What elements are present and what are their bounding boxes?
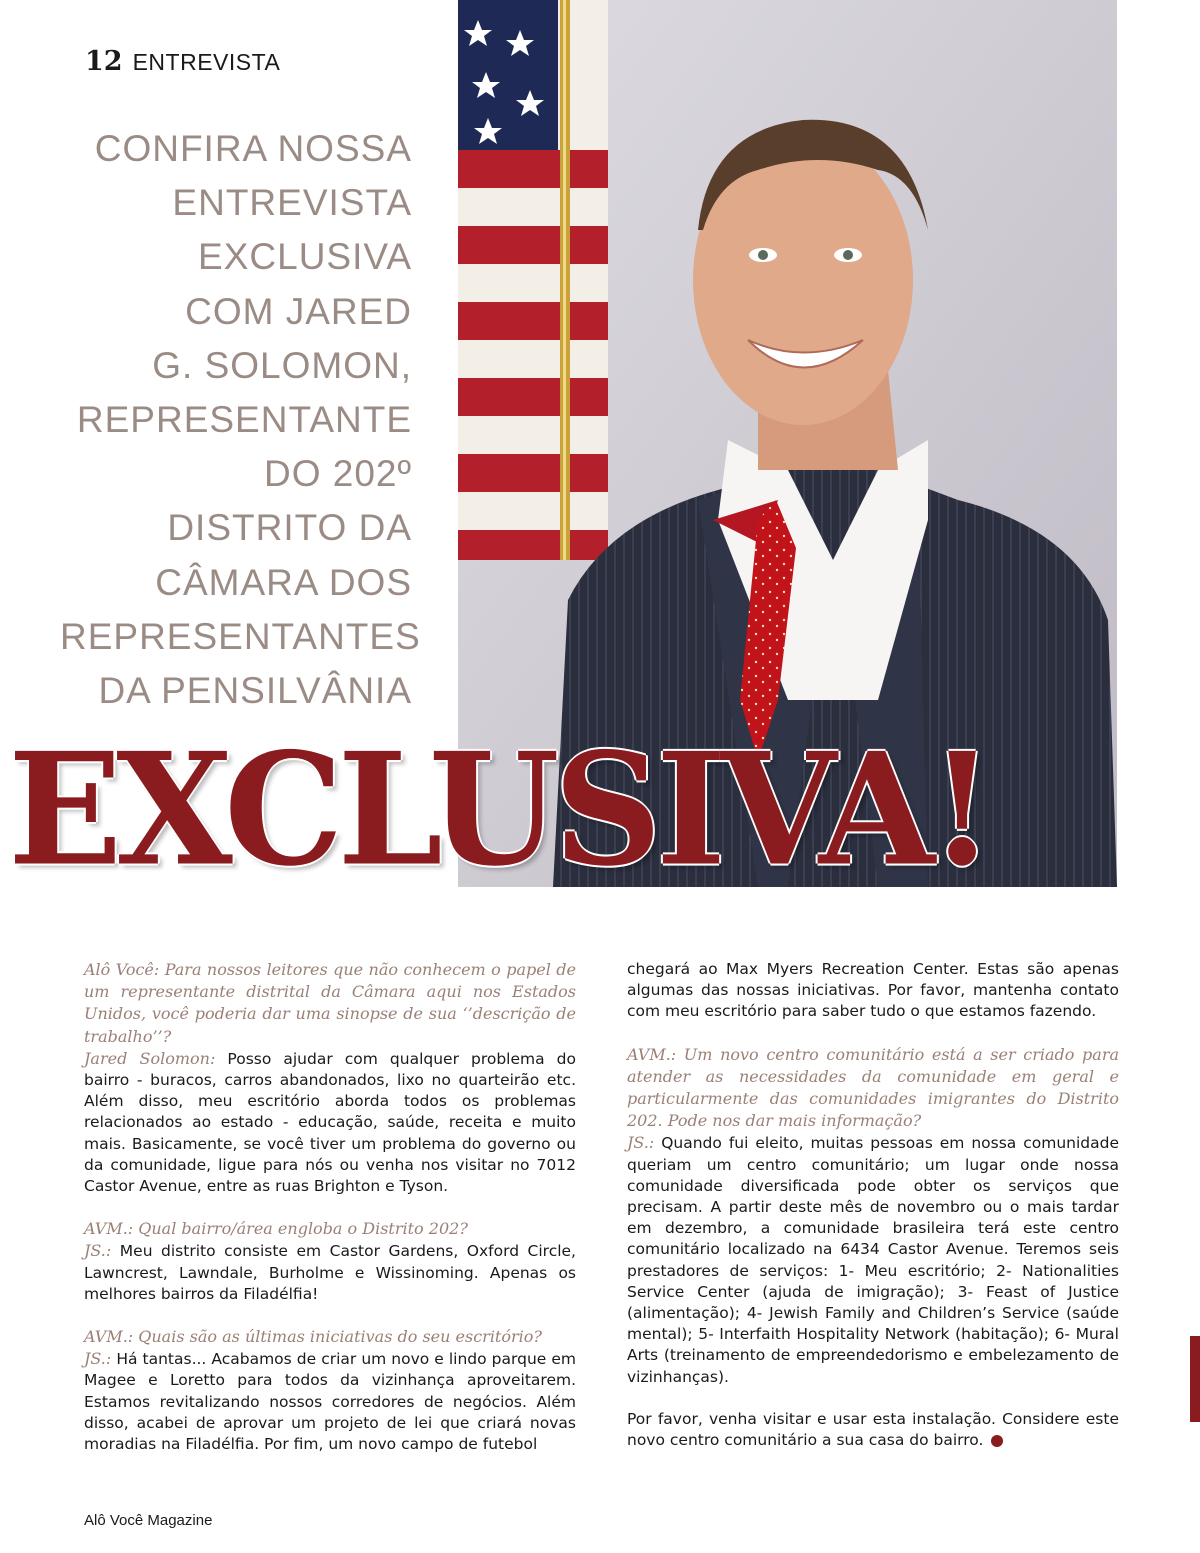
- flag-graphic: [458, 0, 608, 560]
- intro-line: COM JARED: [185, 290, 412, 332]
- intro-line: CÂMARA DOS: [155, 561, 412, 603]
- closing-paragraph: [627, 1409, 1119, 1451]
- speaker-label: JS.:: [84, 1241, 112, 1261]
- article-column-left: [84, 959, 576, 1476]
- speaker-label: JS.:: [627, 1133, 655, 1153]
- interview-question: AVM.: Qual bairro/área engloba o Distrito 202?: [84, 1219, 468, 1239]
- intro-line: G. SOLOMON,: [152, 344, 412, 386]
- intro-line: DO 202º: [263, 453, 412, 495]
- interview-answer: Há tantas... Acabamos de criar um novo e lindo parque em Magee e Loretto para todos da vizinhança aproveitarem. Estamos revitalizando nossos corredores de negócios. Além disso, acabei de aprovar um projeto de lei que criará novas moradias na Filadélfia. Por fim, um novo campo de futebol: [84, 1350, 576, 1454]
- answer-continuation: chegará ao Max Myers Recreation Center. Estas são apenas algumas das nossas iniciativas. Por favor, mantenha contato com meu escritório para saber tudo o que estamos fazendo.: [627, 960, 1119, 1021]
- article-column-right: [627, 959, 1119, 1472]
- interview-answer: Posso ajudar com qualquer problema do bairro - buracos, carros abandonados, lixo no quarteirão etc. Além disso, meu escritório aborda todos os problemas relacionados ao estado - educação, saúde, receita e muito mais. Basicamente, se você tiver um problema do governo ou da comunidade, ligue para nós ou venha nos visitar no 7012 Castor Avenue, entre as ruas Brighton e Tyson.: [84, 1049, 576, 1196]
- intro-line: EXCLUSIVA: [198, 236, 412, 278]
- intro-line: DISTRITO DA: [167, 507, 412, 549]
- qa-block: [84, 959, 576, 1197]
- footer-magazine-name: Alô Você Magazine: [84, 1512, 213, 1529]
- intro-line: REPRESENTANTE: [76, 399, 412, 441]
- intro-line: DA PENSILVÂNIA: [98, 670, 412, 712]
- qa-block: [84, 1326, 576, 1455]
- interview-question: AVM.: Quais são as últimas iniciativas do seu escritório?: [84, 1327, 542, 1347]
- intro-line: ENTREVISTA: [172, 182, 412, 224]
- page-edge-tab: [1190, 1336, 1200, 1422]
- interview-answer: Meu distrito consiste em Castor Gardens, Oxford Circle, Lawncrest, Lawndale, Burholme e Wissinoming. Apenas os melhores bairros da Filadélfia!: [84, 1242, 576, 1303]
- interview-answer: Quando fui eleito, muitas pessoas em nossa comunidade queriam um centro comunitário; um lugar onde nossa comunidade diversificada pode obter os serviços que precisam. A partir deste mês de novembro ou o mais tardar em dezembro, a comunidade brasileira terá este centro comunitário localizado na 6434 Castor Avenue. Teremos seis prestadores de serviços: 1- Meu escritório; 2- Nationalities Service Center (ajuda de imigração); 3- Feast of Justice (alimentação); 4- Jewish Family and Children’s Service (saúde mental); 5- Interfaith Hospitality Network (habitação); 6- Mural Arts (treinamento de empreendedorismo e embelezamento de vizinhanças).: [627, 1134, 1119, 1386]
- closing-text: Por favor, venha visitar e usar esta instalação. Considere este novo centro comunitário a sua casa do bairro.: [627, 1409, 1119, 1450]
- intro-line: CONFIRA NOSSA: [94, 128, 412, 169]
- interview-question: Alô Você: Para nossos leitores que não conhecem o papel de um representante distrital da Câmara aqui nos Estados Unidos, você poderia dar uma sinopse de sua ‘’descrição de trabalho’’?: [84, 960, 576, 1046]
- qa-block: [627, 1044, 1119, 1388]
- page-header: [85, 46, 280, 77]
- interview-question: AVM.: Um novo centro comunitário está a ser criado para atender as necessidades da comunidade em geral e particularmente das comunidades imigrantes do Distrito 202. Pode nos dar mais informação?: [627, 1044, 1119, 1131]
- page-number: 12: [85, 46, 123, 77]
- intro-headline: [60, 122, 421, 718]
- exclusiva-title: EXCLUSIVA!: [8, 719, 989, 901]
- end-mark-icon: [991, 1435, 1003, 1447]
- speaker-label: JS.:: [84, 1349, 112, 1369]
- speaker-label: Jared Solomon:: [84, 1048, 216, 1068]
- intro-line: REPRESENTANTES: [60, 615, 421, 657]
- qa-block: [84, 1218, 576, 1305]
- section-title: ENTREVISTA: [132, 49, 281, 75]
